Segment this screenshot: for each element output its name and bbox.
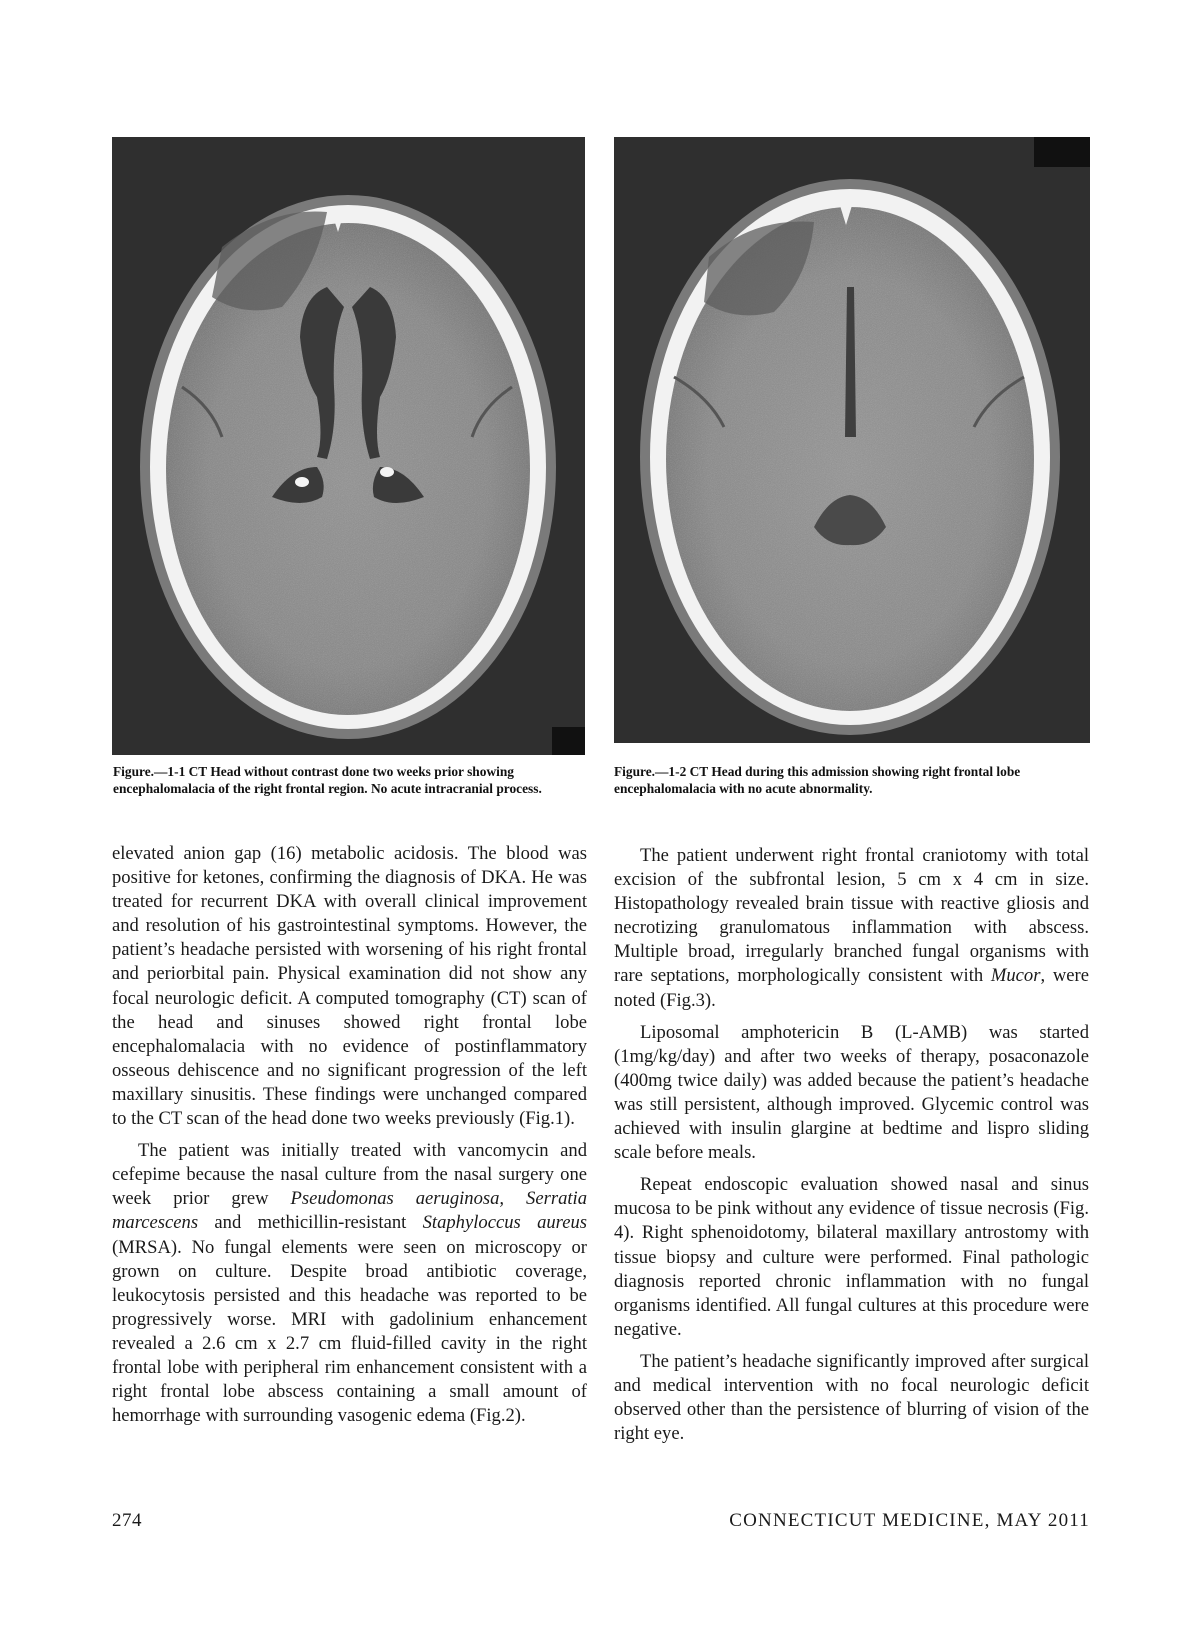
page-number: 274: [112, 1510, 142, 1531]
paragraph-text: The patient was initially treated with vancomycin and cefepime because the nasal culture from the nasal surgery one week prior grew: [112, 1140, 587, 1210]
paragraph-dka: elevated anion gap (16) metabolic acidosis. The blood was positive for ketones, confirming the diagnosis of DKA. He was treated for recurrent DKA with overall clinical improvement and resolution of his gastrointestinal symptoms. However, the patient’s headache persisted with worsening of his right frontal and periorbital pain. Physical examination did not show any focal neurologic deficit. A computed tomography (CT) scan of the head and sinuses showed right frontal lobe encephalomalacia with no evidence of postinflammatory osseous dehiscence and no significant progression of the left maxillary sinusitis. These findings were unchanged compared to the CT scan of the head done two weeks previously (Fig.1).: [112, 843, 587, 1130]
paragraph-treatment: [112, 1139, 587, 1428]
figure-caption-2: Figure.—1-2 CT Head during this admission showing right frontal lobe encephalomalacia with no acute abnormality.: [614, 764, 1021, 796]
paragraph-craniotomy: [614, 844, 1089, 1013]
paragraph-outcome: The patient’s headache significantly improved after surgical and medical intervention with no focal neurologic deficit observed other than the persistence of blurring of vision of the right eye.: [614, 1350, 1089, 1445]
ct-head-image-2: [614, 137, 1090, 743]
ct-scan-axial-ventricles: [112, 137, 585, 755]
paragraph-text: The patient underwent right frontal craniotomy with total excision of the subfrontal lesion, 5 cm x 4 cm in size. Histopathology revealed brain tissue with reactive gliosis and necrotizing granulomatous inflammation with abscess. Multiple broad, irregularly branched fungal organisms with rare septations, morphologically consistent with: [614, 845, 1089, 987]
organism-names: Pseudomonas aeruginosa, Serratia marcescens: [112, 1188, 587, 1234]
right-text-column: [614, 844, 1089, 1454]
organism-name: Mucor: [990, 965, 1041, 987]
ct-scan-axial-midbrain: [614, 137, 1090, 743]
paragraph-text: , were noted (Fig.3).: [614, 965, 1089, 1011]
ct-head-image-1: [112, 137, 585, 755]
paragraph-endoscopy: Repeat endoscopic evaluation showed nasal and sinus mucosa to be pink without any evidence of tissue necrosis (Fig. 4). Right sphenoidotomy, bilateral maxillary antrostomy with tissue biopsy and culture were performed. Final pathologic diagnosis reported chronic inflammation with no fungal organisms identified. All fungal cultures at this procedure were negative.: [614, 1174, 1089, 1340]
paragraph-text: and methicillin-resistant: [198, 1212, 423, 1234]
paragraph-antifungal: Liposomal amphotericin B (L-AMB) was started (1mg/kg/day) and after two weeks of therapy, posaconazole (400mg twice daily) was added because the patient’s headache was still persistent, although improved. Glycemic control was achieved with insulin glargine at bedtime and lispro sliding scale before meals.: [614, 1021, 1089, 1164]
journal-footer: CONNECTICUT MEDICINE, MAY 2011: [729, 1510, 1090, 1531]
organism-name: Staphyloccus aureus: [422, 1212, 587, 1234]
paragraph-text: (MRSA). No fungal elements were seen on microscopy or grown on culture. Despite broad antibiotic coverage, leukocytosis persisted and this headache was reported to be progressively worse. MRI with gadolinium enhancement revealed a 2.6 cm x 2.7 cm fluid-filled cavity in the right frontal lobe with peripheral rim enhancement consistent with a right frontal lobe abscess containing a small amount of hemorrhage with surrounding vasogenic edema (Fig.2).: [112, 1236, 587, 1427]
figure-caption-1: Figure.—1-1 CT Head without contrast done two weeks prior showing encephalomalacia of the right frontal region. No acute intracranial process.: [113, 764, 542, 796]
left-text-column: [112, 842, 587, 1436]
